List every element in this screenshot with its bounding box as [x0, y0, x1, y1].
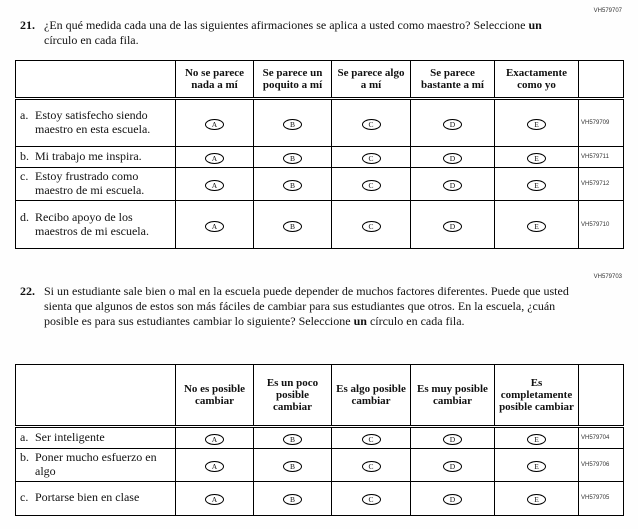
question-22-text	[44, 284, 569, 328]
row-statement	[16, 99, 176, 147]
table-row	[16, 168, 624, 201]
answer-bubble[interactable]: B	[283, 180, 302, 191]
row-statement	[16, 168, 176, 201]
question-22-number: 22.	[20, 284, 35, 299]
row-text: Portarse bien en clase	[35, 490, 140, 505]
column-header: Se parece algo a mí	[332, 61, 411, 99]
option-cell	[176, 201, 254, 249]
option-cell	[332, 449, 411, 482]
row-letter: b.	[20, 149, 29, 164]
answer-bubble[interactable]: D	[443, 494, 462, 505]
option-cell	[411, 427, 495, 449]
option-cell	[254, 481, 332, 515]
row-code: VH579705	[579, 481, 624, 515]
option-cell	[495, 449, 579, 482]
answer-bubble[interactable]: B	[283, 461, 302, 472]
answer-bubble[interactable]: E	[527, 153, 546, 164]
row-statement	[16, 449, 176, 482]
answer-bubble[interactable]: A	[205, 494, 224, 505]
table-row	[16, 449, 624, 482]
option-cell	[411, 99, 495, 147]
answer-bubble[interactable]: E	[527, 434, 546, 445]
option-cell	[332, 481, 411, 515]
row-code: VH579706	[579, 449, 624, 482]
row-code: VH579710	[579, 201, 624, 249]
table-row	[16, 481, 624, 515]
answer-bubble[interactable]: B	[283, 434, 302, 445]
option-cell	[176, 481, 254, 515]
option-cell	[495, 201, 579, 249]
option-cell	[411, 168, 495, 201]
table-row	[16, 427, 624, 449]
option-cell	[495, 99, 579, 147]
answer-bubble[interactable]: C	[362, 434, 381, 445]
row-code: VH579704	[579, 427, 624, 449]
answer-bubble[interactable]: C	[362, 221, 381, 232]
option-cell	[332, 99, 411, 147]
row-text: Mi trabajo me inspira.	[35, 149, 142, 164]
option-cell	[176, 168, 254, 201]
question-22-table	[15, 364, 624, 516]
answer-bubble[interactable]: D	[443, 434, 462, 445]
answer-bubble[interactable]: A	[205, 461, 224, 472]
row-statement	[16, 481, 176, 515]
answer-bubble[interactable]: C	[362, 119, 381, 130]
answer-bubble[interactable]: D	[443, 461, 462, 472]
option-cell	[254, 147, 332, 168]
option-cell	[411, 147, 495, 168]
option-cell	[411, 201, 495, 249]
answer-bubble[interactable]: D	[443, 153, 462, 164]
question-22-text-before: Si un estudiante sale bien o mal en la escuela puede depender de muchos factores diferentes. Puede que usted sienta que algunos de estos son más fáciles de cambiar para sus estudiantes que otros. En la escuela, ¿cuán posible es para sus estudiantes cambiar lo siguiente? Seleccione	[44, 284, 569, 328]
option-cell	[176, 99, 254, 147]
row-letter: c.	[20, 490, 29, 505]
option-cell	[176, 147, 254, 168]
option-cell	[495, 147, 579, 168]
answer-bubble[interactable]: B	[283, 119, 302, 130]
option-cell	[332, 168, 411, 201]
answer-bubble[interactable]: C	[362, 180, 381, 191]
row-text: Recibo apoyo de los maestros de mi escuela.	[35, 209, 149, 238]
row-statement	[16, 201, 176, 249]
question-21-text	[44, 18, 569, 47]
column-header: Se parece bastante a mí	[411, 61, 495, 99]
option-cell	[254, 201, 332, 249]
table-row	[16, 147, 624, 168]
option-cell	[254, 99, 332, 147]
row-statement	[16, 427, 176, 449]
column-header: No se parece nada a mí	[176, 61, 254, 99]
statement-column-header	[16, 365, 176, 427]
answer-bubble[interactable]: D	[443, 221, 462, 232]
row-letter: a.	[20, 108, 29, 123]
row-statement	[16, 147, 176, 168]
answer-bubble[interactable]: A	[205, 221, 224, 232]
answer-bubble[interactable]: E	[527, 494, 546, 505]
table-row	[16, 201, 624, 249]
option-cell	[176, 427, 254, 449]
answer-bubble[interactable]: E	[527, 221, 546, 232]
answer-bubble[interactable]: B	[283, 153, 302, 164]
question-21-text-bold: un	[528, 18, 542, 32]
question-22	[20, 284, 620, 328]
question-21	[20, 18, 620, 47]
answer-bubble[interactable]: D	[443, 119, 462, 130]
column-header: Es completamente posible cambiar	[495, 365, 579, 427]
question-21-text-before: ¿En qué medida cada una de las siguientes afirmaciones se aplica a usted como maestro? Seleccione	[44, 18, 529, 32]
column-header: Es muy posible cambiar	[411, 365, 495, 427]
question-21-table	[15, 60, 624, 249]
answer-bubble[interactable]: B	[283, 221, 302, 232]
row-letter: c.	[20, 169, 29, 184]
row-text: Poner mucho esfuerzo en algo	[35, 450, 157, 478]
code-column-header	[579, 365, 624, 427]
question-22-text-after: círculo en cada fila.	[366, 313, 465, 328]
answer-bubble[interactable]: A	[205, 153, 224, 164]
column-header: No es posible cambiar	[176, 365, 254, 427]
answer-bubble[interactable]: E	[527, 180, 546, 191]
option-cell	[176, 449, 254, 482]
answer-bubble[interactable]: E	[527, 119, 546, 130]
row-letter: d.	[20, 209, 29, 224]
option-cell	[495, 168, 579, 201]
code-column-header	[579, 61, 624, 99]
answer-bubble[interactable]: B	[283, 494, 302, 505]
column-header: Se parece un poquito a mí	[254, 61, 332, 99]
option-cell	[411, 449, 495, 482]
column-header: Es algo posible cambiar	[332, 365, 411, 427]
answer-bubble[interactable]: A	[205, 180, 224, 191]
column-header: Exactamente como yo	[495, 61, 579, 99]
question-21-text-after: círculo en cada fila.	[44, 32, 139, 47]
option-cell	[254, 449, 332, 482]
option-cell	[495, 481, 579, 515]
row-code: VH579711	[579, 147, 624, 168]
question-21-code: VH579707	[593, 8, 622, 14]
answer-bubble[interactable]: C	[362, 461, 381, 472]
option-cell	[495, 427, 579, 449]
question-22-code: VH579703	[593, 274, 622, 281]
option-cell	[411, 481, 495, 515]
row-text: Estoy frustrado como maestro de mi escuela.	[35, 169, 145, 198]
table-row	[16, 99, 624, 147]
question-21-number: 21.	[20, 18, 35, 32]
header-row	[16, 365, 624, 427]
answer-bubble[interactable]: E	[527, 461, 546, 472]
option-cell	[332, 427, 411, 449]
row-letter: a.	[20, 430, 29, 445]
answer-bubble[interactable]: C	[362, 153, 381, 164]
option-cell	[254, 427, 332, 449]
row-letter: b.	[20, 450, 29, 465]
header-row	[16, 61, 624, 99]
column-header: Es un poco posible cambiar	[254, 365, 332, 427]
answer-bubble[interactable]: A	[205, 434, 224, 445]
row-code: VH579712	[579, 168, 624, 201]
answer-bubble[interactable]: D	[443, 180, 462, 191]
option-cell	[254, 168, 332, 201]
row-text: Estoy satisfecho siendo maestro en esta escuela.	[35, 108, 151, 137]
question-22-text-bold: un	[353, 313, 367, 328]
row-text: Ser inteligente	[35, 430, 105, 445]
statement-column-header	[16, 61, 176, 99]
option-cell	[332, 147, 411, 168]
answer-bubble[interactable]: C	[362, 494, 381, 505]
option-cell	[332, 201, 411, 249]
answer-bubble[interactable]: A	[205, 119, 224, 130]
row-code: VH579709	[579, 99, 624, 147]
